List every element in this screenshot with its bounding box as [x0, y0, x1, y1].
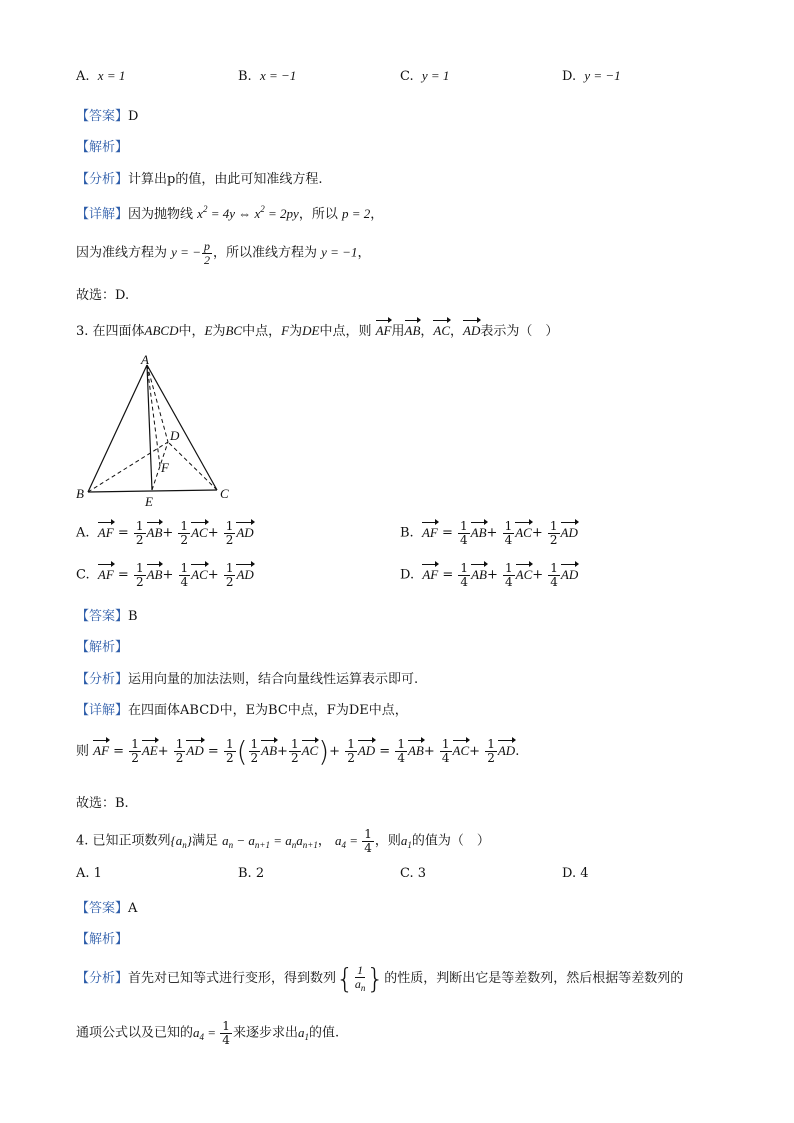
q2-option-b: B. x = −1: [238, 68, 297, 84]
q3-detail-2: 则 AF = $\frac{1}{2}$ AE+ $\frac{1}{2}$ AD = $\frac{1}{2}$ ( $\frac{1}{2}$ AB+ $\frac{1}{2}$ AC)+ $\frac{1}{2}$ AD = $\frac{1}{4}$ AB+ $\frac{1}{4}$ AC+ $\frac{1}{2}$ AD.: [76, 735, 520, 768]
edge-cd: [168, 442, 217, 490]
q2-answer: 【答案】D: [76, 109, 139, 124]
label-b: B: [76, 486, 84, 501]
label-d: D: [170, 428, 180, 443]
q3-stem: 3. 在四面体ABCD中，E为BC中点，F为DE中点，则 AF用AB，AC，AD表示为（ ）: [76, 323, 559, 339]
label-c: C: [220, 486, 229, 501]
q2-conclusion: 故选：D.: [76, 288, 130, 303]
q2-option-a: A. x = 1: [76, 68, 126, 84]
q3-option-b: B. AF = $\frac{1}{4}$ AB+ $\frac{1}{4}$ AC+ $\frac{1}{2}$ AD: [400, 519, 578, 547]
q4-fenxi-line2: 通项公式以及已知的$a_4$ = $\frac{1}{4}$ 来逐步求出$a_1$的值.: [76, 1019, 340, 1047]
q2-option-c: C. y = 1: [400, 68, 450, 84]
label-e: E: [145, 494, 153, 509]
q4-option-a: A. 1: [76, 866, 102, 881]
q2-option-d: D. y = −1: [562, 68, 621, 84]
q4-option-c: C. 3: [400, 866, 427, 881]
edge-bc: [88, 490, 217, 492]
q4-answer: 【答案】A: [76, 901, 138, 916]
q3-answer: 【答案】B: [76, 609, 138, 624]
q4-stem: 4. 已知正项数列$\{a_n\}$满足 $a_n - a_{n+1} = a_na_{n+1}$， $a_4$ = $\frac{1}{4}$ ，则$a_1$的值为（ ）: [76, 827, 490, 855]
q3-detail-1: 【详解】在四面体ABCD中，E为BC中点，F为DE中点，: [76, 703, 408, 718]
q3-conclusion: 故选：B.: [76, 796, 129, 811]
q2-detail-2: 因为准线方程为 y = − $\frac{p}{2}$ ，所以准线方程为 y = −1，: [76, 239, 371, 267]
tetrahedron-figure: [70, 350, 240, 510]
q3-option-a: A. AF = $\frac{1}{2}$ AB+ $\frac{1}{2}$ AC+ $\frac{1}{2}$ AD: [76, 519, 254, 547]
q3-option-c: C. AF = $\frac{1}{2}$ AB+ $\frac{1}{4}$ AC+ $\frac{1}{2}$ AD: [76, 561, 254, 589]
q3-analysis-tag: 【解析】: [76, 640, 129, 655]
q2-analysis-tag: 【解析】: [76, 140, 129, 155]
label-f: F: [161, 460, 169, 475]
q2-detail-1: 【详解】因为抛物线 $x^2 = 4y$ ⇔ $x^2 = 2py$，所以 p = 2，: [76, 204, 384, 222]
q3-option-d: D. AF = $\frac{1}{4}$ AB+ $\frac{1}{4}$ AC+ $\frac{1}{4}$ AD: [400, 561, 579, 589]
q4-option-b: B. 2: [238, 866, 265, 881]
edge-ac: [147, 365, 217, 490]
q4-option-d: D. 4: [562, 866, 589, 881]
label-a: A: [141, 352, 149, 367]
q2-fenxi: 【分析】计算出p的值，由此可知准线方程.: [76, 172, 323, 187]
edge-ab: [88, 365, 147, 492]
q4-analysis-tag: 【解析】: [76, 932, 129, 947]
q3-fenxi: 【分析】运用向量的加法法则，结合向量线性运算表示即可.: [76, 672, 419, 687]
q4-fenxi-line1: 【分析】首先对已知等式进行变形，得到数列{ $\frac{1}{a_n}$ }的性质，判断出它是等差数列，然后根据等差数列的: [76, 962, 684, 995]
segment-ae: [147, 365, 152, 490]
